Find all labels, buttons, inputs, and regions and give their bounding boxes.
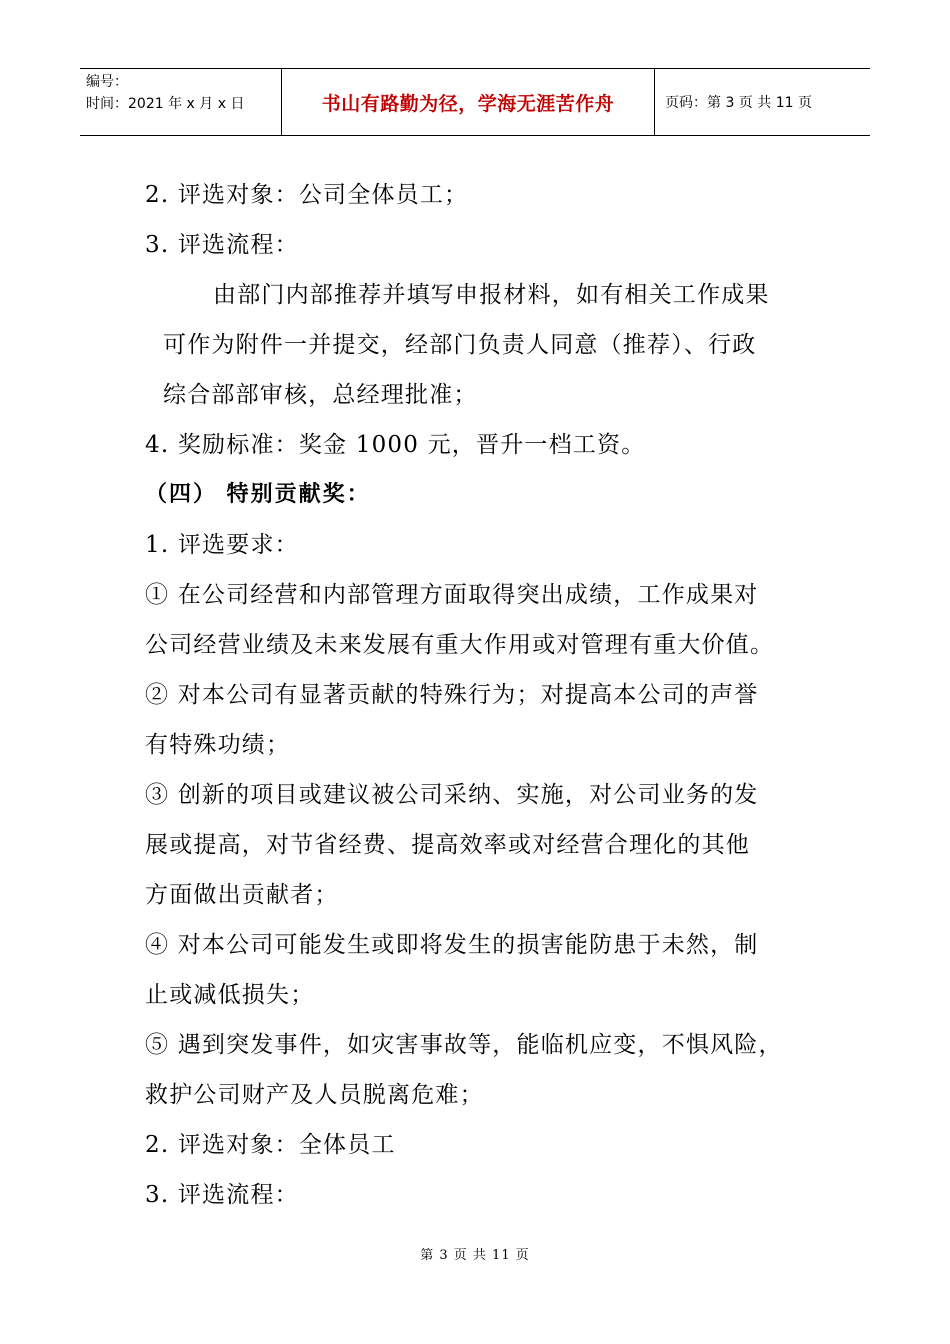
number-label: 编号： [86, 74, 128, 90]
paragraph-line: 由部门内部推荐并填写申报材料，如有相关工作成果 [213, 282, 770, 308]
paragraph-line: 1. 评选要求： [145, 532, 299, 558]
paragraph-line: 方面做出贡献者； [145, 882, 339, 908]
paragraph-line: 综合部部审核，总经理批准； [163, 382, 478, 408]
paragraph-line: 展或提高，对节省经费、提高效率或对经营合理化的其他 [145, 832, 750, 858]
paragraph-line: 3. 评选流程： [145, 232, 299, 258]
paragraph-line: ④ 对本公司可能发生或即将发生的损害能防患于未然，制 [145, 932, 759, 958]
paragraph-line: ③ 创新的项目或建议被公司采纳、实施，对公司业务的发 [145, 782, 759, 808]
paragraph-line: ① 在公司经营和内部管理方面取得突出成绩，工作成果对 [145, 582, 759, 608]
paragraph-line: 2. 评选对象：公司全体员工； [145, 182, 469, 208]
time-label: 时间：2021 年 x 月 x 日 [86, 96, 245, 112]
paragraph-line: 2. 评选对象：全体员工 [145, 1132, 396, 1158]
paragraph-line: 有特殊功绩； [145, 732, 291, 758]
paragraph-line: 公司经营业绩及未来发展有重大作用或对管理有重大价值。 [145, 632, 775, 658]
page-header [80, 68, 870, 136]
paragraph-line: ② 对本公司有显著贡献的特殊行为；对提高本公司的声誉 [145, 682, 759, 708]
paragraph-line: 止或减低损失； [145, 982, 315, 1008]
section-heading: （四） 特别贡献奖： [145, 482, 371, 507]
paragraph-line: 救护公司财产及人员脱离危难； [145, 1082, 484, 1108]
document-body [145, 170, 815, 1220]
paragraph-line: ⑤ 遇到突发事件，如灾害事故等，能临机应变，不惧风险， [145, 1032, 783, 1058]
page-footer: 第 3 页 共 11 页 [420, 1248, 530, 1263]
paragraph-line: 3. 评选流程： [145, 1182, 299, 1208]
header-motto: 书山有路勤为径，学海无涯苦作舟 [282, 69, 655, 135]
paragraph-line: 可作为附件一并提交，经部门负责人同意（推荐）、行政 [163, 332, 757, 358]
header-page-info: 页码：第 3 页 共 11 页 [665, 95, 812, 111]
header-meta [80, 69, 282, 135]
paragraph-line: 4. 奖励标准：奖金 1000 元，晋升一档工资。 [145, 432, 646, 458]
